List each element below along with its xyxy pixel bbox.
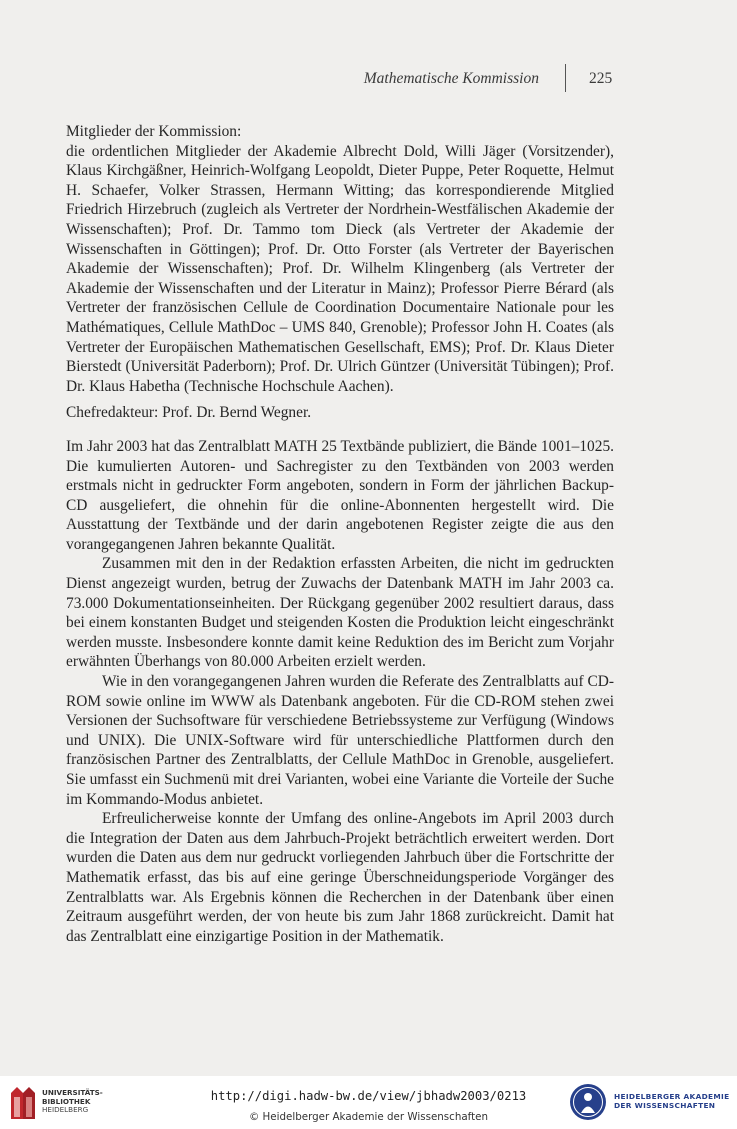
paragraph-1: Im Jahr 2003 hat das Zentralblatt MATH 25 Textbände publiziert, die Bände 1001–1025. Die kumulierten Autoren- und Sachregister zu den Textbänden von 2003 werden erstmals nicht in gedruckter Form angeboten, sondern in Form der jährlichen Backup-CD ausgeliefert, die ohnehin für die online-Abonnenten hergestellt wird. Die Ausstattung der Textbände und der darin angebotenen Register zeigte die aus den vorangegangenen Jahren bekannte Qualität. (66, 437, 614, 553)
academy-name: HEIDELBERGER AKADEMIE DER WISSENSCHAFTEN (614, 1092, 730, 1111)
page-number: 225 (589, 70, 613, 87)
copyright-notice: © Heidelberger Akademie der Wissenschaften (248, 1111, 489, 1123)
members-paragraph: die ordentlichen Mitglieder der Akademie Albrecht Dold, Willi Jäger (Vorsitzender), Klaus Kirchgäßner, Heinrich-Wolfgang Leopoldt, Dieter Puppe, Peter Roquette, Helmut H. Schaefer, Volker Strassen, Hermann Witting; das korrespondierende Mitglied Friedrich Hirzebruch (zugleich als Vertreter der Nordrhein-Westfälischen Akademie der Wissenschaften); Prof. Dr. Tammo tom Dieck (als Vertreter der Akademie der Wissenschaften in Göttingen); Prof. Dr. Otto Forster (als Vertreter der Bayerischen Akademie der Wissenschaften); Prof. Dr. Wilhelm Klingenberg (als Vertreter der Akademie der Wissenschaften und der Literatur in Mainz); Professor Pierre Bérard (als Vertreter der französischen Cellule de Coordination Documentaire Nationale pour les Mathématiques, Cellule MathDoc – UMS 840, Grenoble); Professor John H. Coates (als Vertreter der Europäischen Mathematischen Gesellschaft, EMS); Prof. Dr. Klaus Dieter Bierstedt (Universität Paderborn); Prof. Dr. Ulrich Güntzer (Universität Tübingen); Prof. Dr. Klaus Habetha (Technische Hochschule Aachen). (66, 142, 614, 395)
body-text (66, 122, 614, 946)
paragraph-3: Wie in den vorangegangenen Jahren wurden die Referate des Zentralblatts auf CD-ROM sowie online im WWW als Datenbank angeboten. Für die CD-ROM stehen zwei Versionen der Suchsoftware für verschiedene Betriebssysteme zur Verfügung (Windows und UNIX). Die UNIX-Software wird für unterschiedliche Plattformen durch den französischen Partner des Zentralblatts, der Cellule MathDoc in Grenoble, ausgeliefert. Sie umfasst ein Suchmenü mit drei Varianten, wobei eine Variante die Vorteile der Suche im Kommando-Modus anbietet. (66, 673, 614, 808)
page-url-link[interactable]: http://digi.hadw-bw.de/view/jbhadw2003/0213 (210, 1089, 527, 1103)
paragraph-4: Erfreulicherweise konnte der Umfang des online-Angebots im April 2003 durch die Integration der Daten aus dem Jahrbuch-Projekt beträchtlich erweitert werden. Dort wurden die Daten aus dem nur gedruckt vorliegenden Jahrbuch über die Fortschritte der Mathematik erfasst, das bis auf eine geringe Überschneidungsperiode Vorgänger des Zentralblatts war. Als Ergebnis können die Recherchen in der Datenbank über einen Zeitraum ausgeführt werden, der von heute bis zum Jahr 1868 zurückreicht. Damit hat das Zentralblatt eine einzigartige Position in der Mathematik. (66, 810, 614, 945)
academy-seal-icon[interactable] (569, 1083, 607, 1121)
running-title: Mathematische Kommission (363, 70, 539, 87)
paragraph-2: Zusammen mit den in der Redaktion erfassten Arbeiten, die nicht im gedruckten Dienst angezeigt wurden, betrug der Zuwachs der Datenbank MATH im Jahr 2003 ca. 73.000 Dokumentationseinheiten. Der Rückgang gegenüber 2002 resultiert daraus, dass bei einem konstanten Budget und steigenden Kosten die Produktion leicht eingeschränkt werden musste. Insbesondere konnte damit keine Reduktion des im Bericht zum Vorjahr erwähnten Überhangs von 80.000 Arbeiten erzielt werden. (66, 555, 614, 671)
library-name: UNIVERSITÄTS- BIBLIOTHEK HEIDELBERG (42, 1088, 103, 1115)
members-heading: Mitglieder der Kommission: (66, 123, 242, 140)
footer-bar (0, 1076, 737, 1129)
running-head (0, 70, 737, 92)
editor-line: Chefredakteur: Prof. Dr. Bernd Wegner. (66, 404, 312, 422)
header-divider (565, 64, 566, 92)
